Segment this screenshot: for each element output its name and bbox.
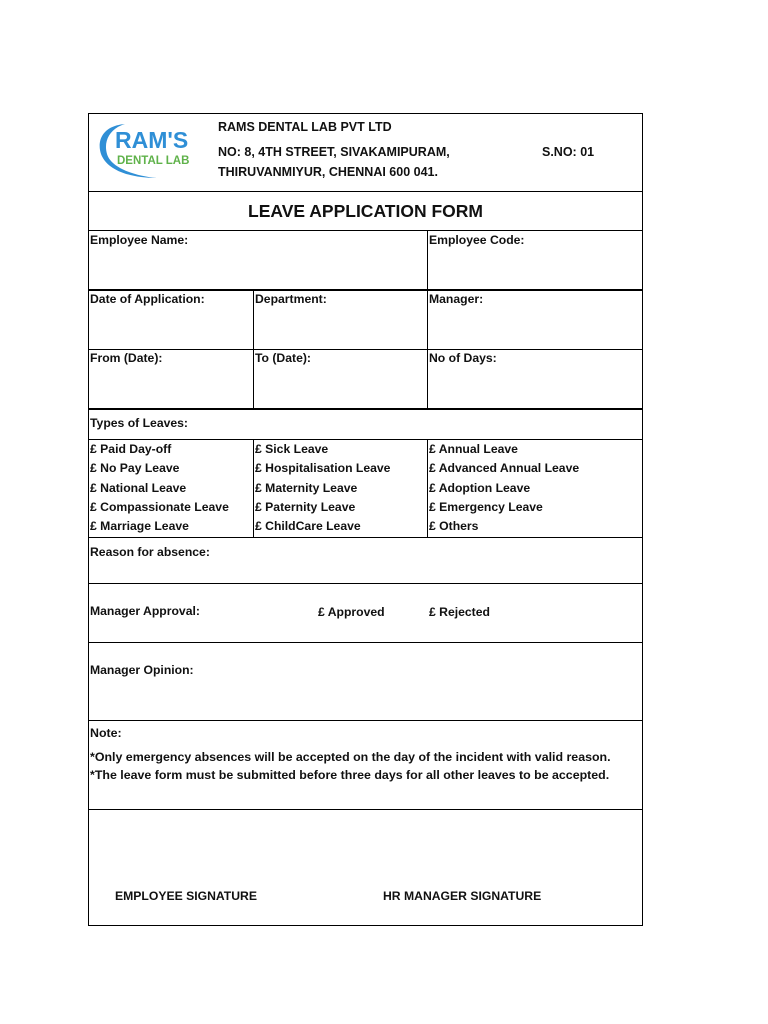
- note-label: Note:: [90, 726, 122, 740]
- divider: [89, 720, 642, 721]
- leave-option-maternity[interactable]: £ Maternity Leave: [255, 481, 358, 495]
- divider: [89, 191, 642, 192]
- divider: [89, 349, 642, 350]
- divider: [427, 289, 428, 408]
- serial-number: S.NO: 01: [542, 145, 595, 159]
- address-line-2: THIRUVANMIYUR, CHENNAI 600 041.: [218, 165, 438, 179]
- logo-text-bottom: DENTAL LAB: [117, 155, 190, 167]
- divider: [89, 408, 642, 410]
- divider: [427, 439, 428, 537]
- leave-option-annual[interactable]: £ Annual Leave: [429, 442, 518, 456]
- leave-application-form: [88, 113, 643, 926]
- leave-option-sick[interactable]: £ Sick Leave: [255, 442, 329, 456]
- leave-option-emergency[interactable]: £ Emergency Leave: [429, 500, 543, 514]
- logo-text-top: RAM'S: [115, 127, 189, 153]
- divider: [427, 230, 428, 289]
- rams-dental-lab-logo: [95, 118, 205, 180]
- employee-code-label: Employee Code:: [429, 233, 525, 247]
- note-line-2: *The leave form must be submitted before three days for all other leaves to be accepted.: [90, 768, 610, 782]
- leave-option-advanced-annual[interactable]: £ Advanced Annual Leave: [429, 461, 580, 475]
- divider: [89, 809, 642, 810]
- employee-name-label: Employee Name:: [90, 233, 189, 247]
- leave-option-marriage[interactable]: £ Marriage Leave: [90, 519, 189, 533]
- divider: [89, 642, 642, 643]
- hr-manager-signature-label: HR MANAGER SIGNATURE: [383, 889, 542, 903]
- leave-option-others[interactable]: £ Others: [429, 519, 479, 533]
- address-line-1: NO: 8, 4TH STREET, SIVAKAMIPURAM,: [218, 145, 450, 159]
- no-of-days-label: No of Days:: [429, 351, 497, 365]
- rejected-option[interactable]: £ Rejected: [429, 605, 490, 619]
- company-name: RAMS DENTAL LAB PVT LTD: [218, 120, 392, 134]
- leave-option-national[interactable]: £ National Leave: [90, 481, 187, 495]
- manager-approval-label: Manager Approval:: [90, 604, 200, 618]
- to-date-label: To (Date):: [255, 351, 311, 365]
- leave-option-no-pay[interactable]: £ No Pay Leave: [90, 461, 180, 475]
- form-title: LEAVE APPLICATION FORM: [248, 201, 483, 221]
- leave-option-paid-day-off[interactable]: £ Paid Day-off: [90, 442, 172, 456]
- approved-option[interactable]: £ Approved: [318, 605, 385, 619]
- leave-option-childcare[interactable]: £ ChildCare Leave: [255, 519, 361, 533]
- types-of-leaves-label: Types of Leaves:: [90, 416, 188, 430]
- from-date-label: From (Date):: [90, 351, 163, 365]
- divider: [89, 230, 642, 231]
- manager-label: Manager:: [429, 292, 484, 306]
- leave-option-adoption[interactable]: £ Adoption Leave: [429, 481, 531, 495]
- department-label: Department:: [255, 292, 327, 306]
- leave-option-hospitalisation[interactable]: £ Hospitalisation Leave: [255, 461, 391, 475]
- leave-option-paternity[interactable]: £ Paternity Leave: [255, 500, 356, 514]
- date-of-application-label: Date of Application:: [90, 292, 205, 306]
- divider: [89, 537, 642, 538]
- divider: [89, 439, 642, 440]
- employee-signature-label: EMPLOYEE SIGNATURE: [115, 889, 257, 903]
- divider: [253, 439, 254, 537]
- reason-for-absence-label: Reason for absence:: [90, 545, 210, 559]
- manager-opinion-label: Manager Opinion:: [90, 663, 194, 677]
- leave-option-compassionate[interactable]: £ Compassionate Leave: [90, 500, 229, 514]
- divider: [253, 289, 254, 408]
- note-line-1: *Only emergency absences will be accepted on the day of the incident with valid reason.: [90, 750, 611, 764]
- divider: [89, 583, 642, 584]
